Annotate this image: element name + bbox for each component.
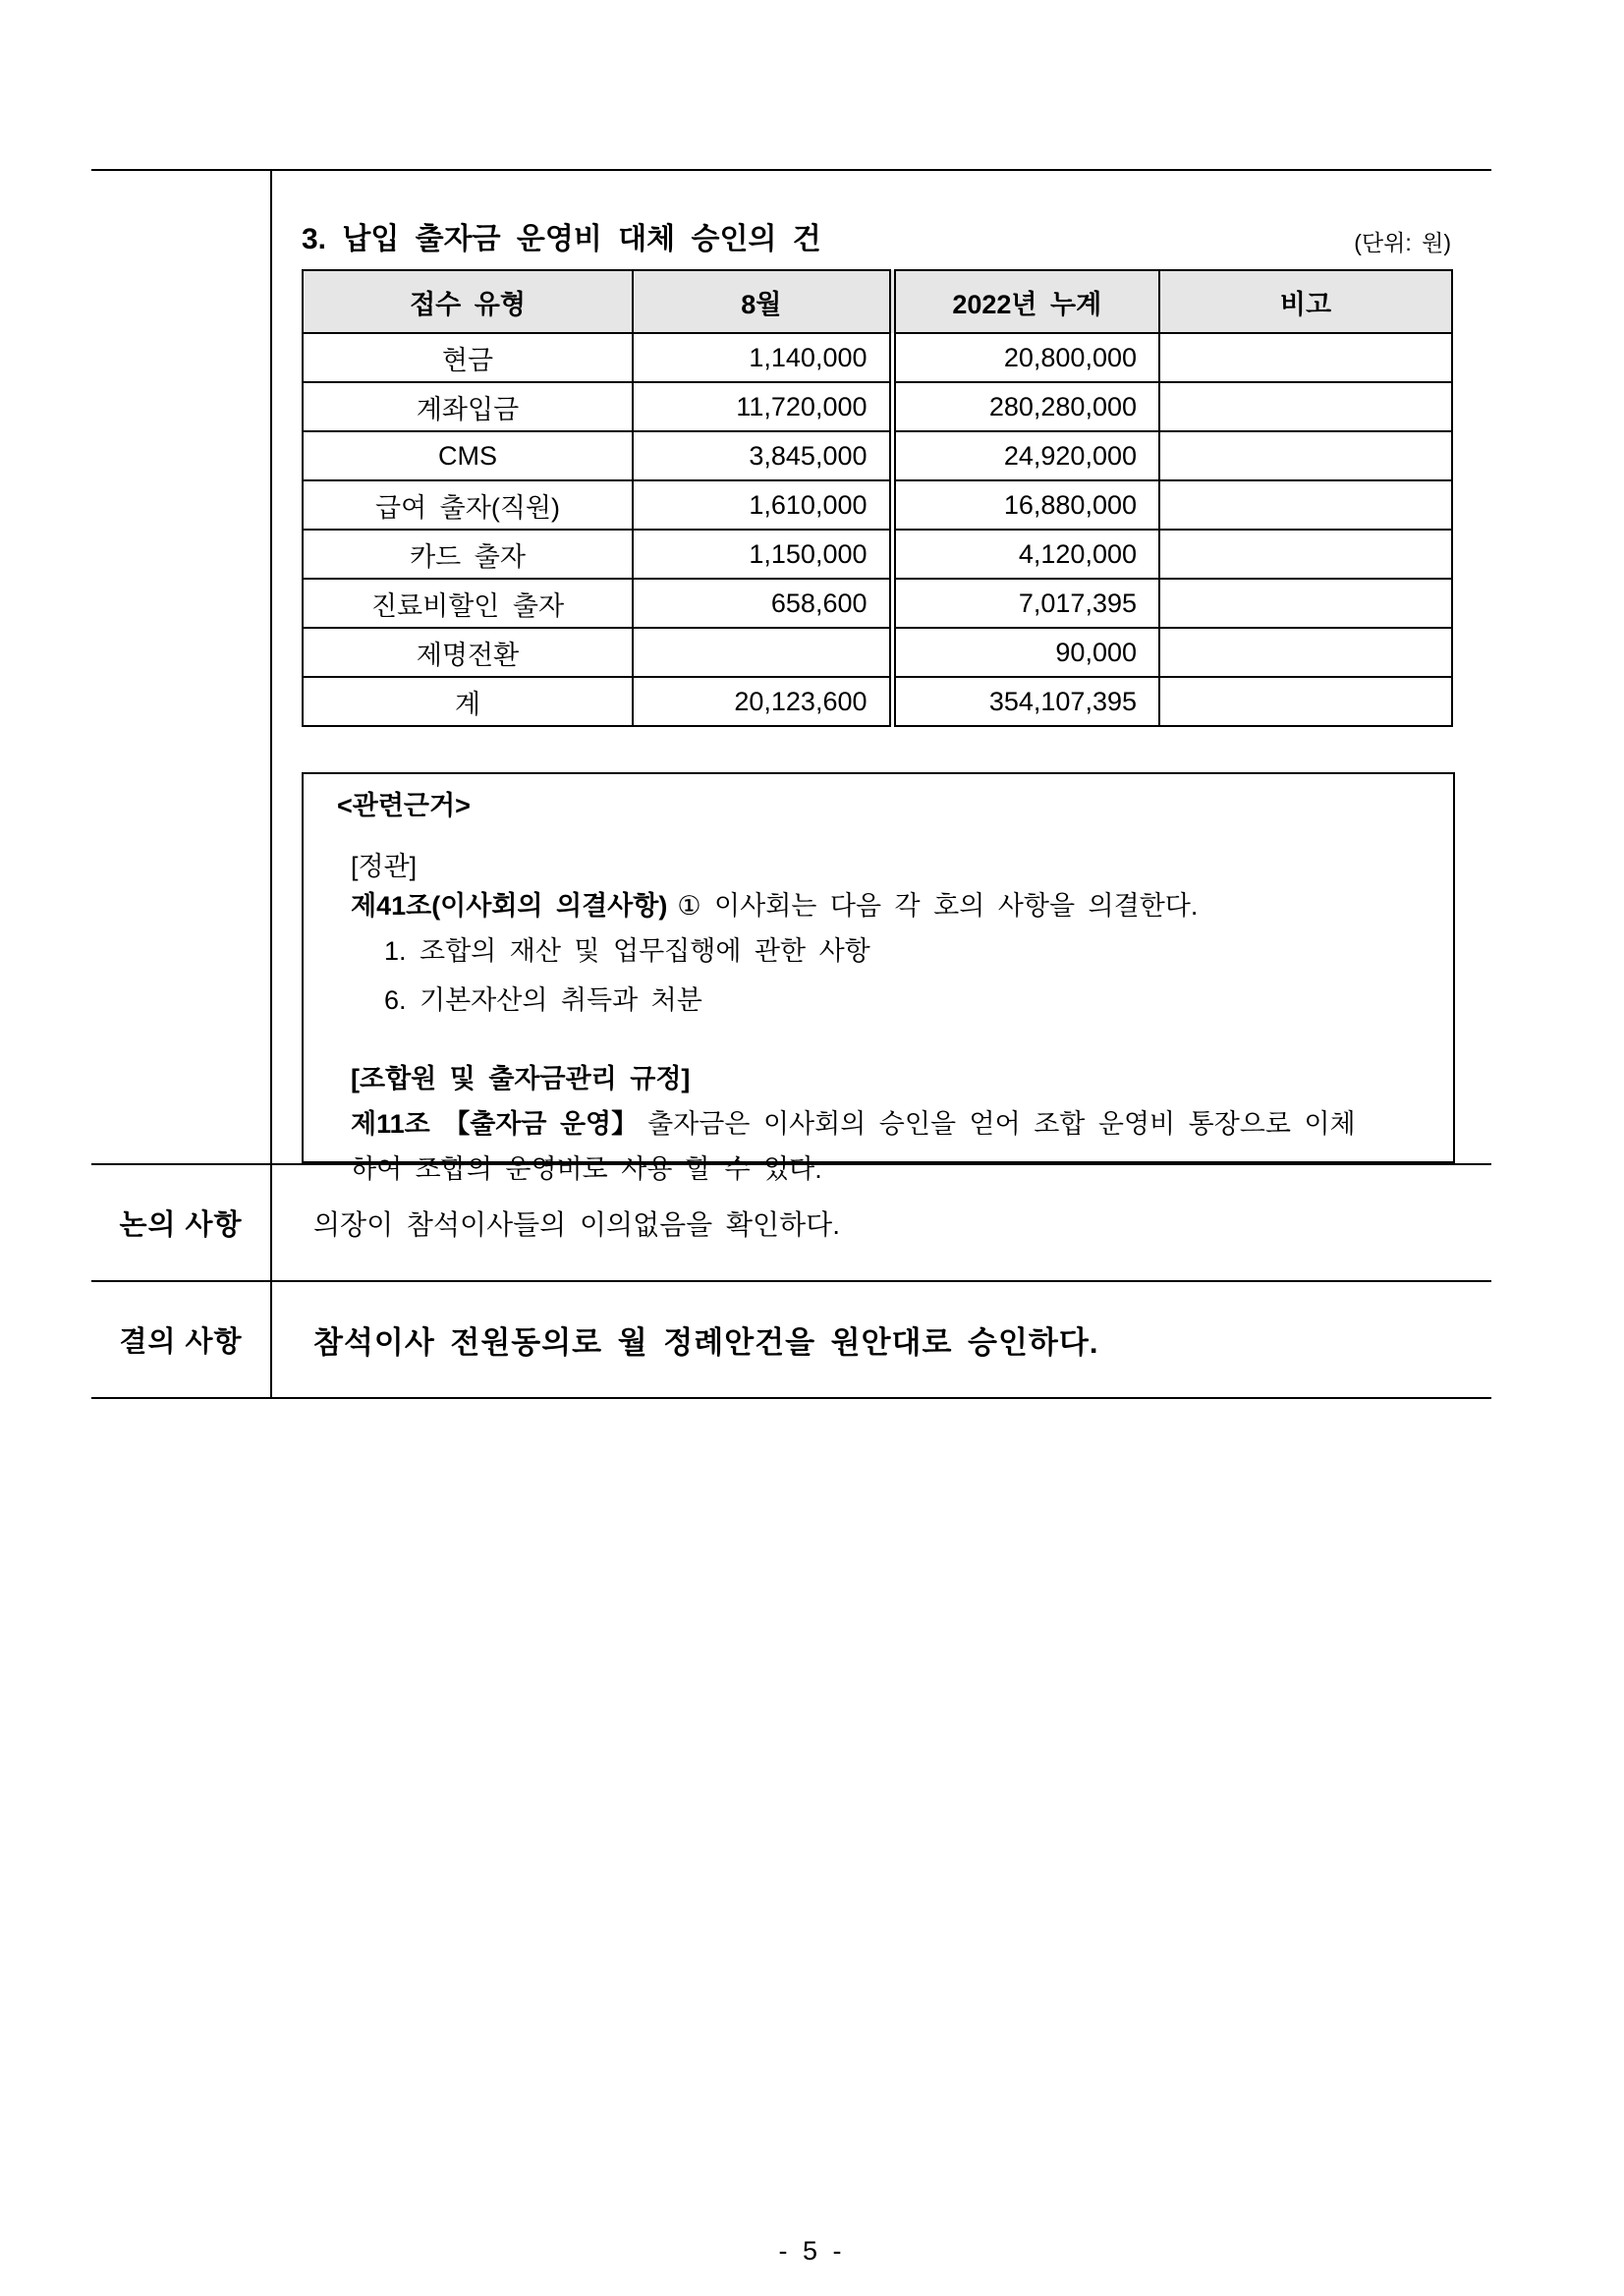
table-row — [303, 431, 1452, 480]
cell-cumulative: 354,107,395 — [892, 677, 1159, 726]
articles-of-association-label: [정관] — [351, 852, 418, 881]
cell-receipt-type: 계좌입금 — [303, 382, 633, 431]
cell-august: 20,123,600 — [633, 677, 892, 726]
cell-receipt-type: 계 — [303, 677, 633, 726]
cell-receipt-type: 제명전환 — [303, 628, 633, 677]
discussion-cell — [272, 1165, 1491, 1280]
header-2022-cumulative: 2022년 누계 — [892, 270, 1159, 333]
cell-cumulative: 4,120,000 — [892, 530, 1159, 579]
agenda-title: 3. 납입 출자금 운영비 대체 승인의 건 — [302, 223, 821, 255]
minutes-outer-table — [91, 169, 1491, 1399]
article-41-text: ① 이사회는 다음 각 호의 사항을 의결한다. — [677, 891, 1199, 921]
contribution-table-body — [303, 333, 1452, 726]
discussion-row — [91, 1165, 1491, 1282]
resolution-label: 결의 사항 — [91, 1282, 272, 1397]
resolution-cell — [272, 1282, 1491, 1397]
header-row — [303, 270, 1452, 333]
cell-august: 1,140,000 — [633, 333, 892, 382]
table-row — [303, 382, 1452, 431]
cell-cumulative: 7,017,395 — [892, 579, 1159, 628]
reference-box — [302, 772, 1455, 1184]
unit-note: (단위: 원) — [1354, 230, 1451, 255]
cell-cumulative: 20,800,000 — [892, 333, 1159, 382]
cell-august: 3,845,000 — [633, 431, 892, 480]
article-41-line — [351, 889, 1429, 923]
article-11-title: 제11조 【출자금 운영】 — [351, 1109, 639, 1139]
table-row — [303, 628, 1452, 677]
agenda-content — [272, 171, 1491, 1184]
cell-receipt-type: 카드 출자 — [303, 530, 633, 579]
page-number: - 5 - — [778, 2236, 846, 2266]
reference-heading: <관련근거> — [337, 791, 471, 820]
cell-note — [1159, 628, 1452, 677]
cell-receipt-type: 진료비할인 출자 — [303, 579, 633, 628]
contribution-table — [302, 269, 1453, 727]
cell-cumulative: 90,000 — [892, 628, 1159, 677]
agenda-row-label-empty — [91, 171, 272, 1163]
article-11-text: 출자금은 이사회의 승인을 얻어 조합 운영비 통장으로 이체 — [647, 1109, 1356, 1139]
resolution-content: 참석이사 전원동의로 월 정례안건을 원안대로 승인하다. — [313, 1325, 1099, 1360]
table-row — [303, 480, 1452, 530]
cell-receipt-type: 급여 출자(직원) — [303, 480, 633, 530]
discussion-label: 논의 사항 — [91, 1165, 272, 1280]
cell-receipt-type: CMS — [303, 431, 633, 480]
agenda-head — [302, 214, 1451, 257]
cell-note — [1159, 431, 1452, 480]
table-row — [303, 579, 1452, 628]
cell-note — [1159, 480, 1452, 530]
cell-note — [1159, 677, 1452, 726]
cell-august: 11,720,000 — [633, 382, 892, 431]
cell-cumulative: 16,880,000 — [892, 480, 1159, 530]
article-41-item-1: 1. 조합의 재산 및 업무집행에 관한 사항 — [384, 936, 870, 966]
cell-receipt-type: 현금 — [303, 333, 633, 382]
cell-note — [1159, 382, 1452, 431]
table-row — [303, 677, 1452, 726]
article-41-title: 제41조(이사회의 의결사항) — [351, 891, 668, 921]
article-11-line — [351, 1107, 1429, 1141]
article-11-text-line2: 하여 조합의 운영비로 사용 할 수 있다. — [351, 1154, 822, 1184]
cell-note — [1159, 333, 1452, 382]
cell-august: 1,610,000 — [633, 480, 892, 530]
header-note: 비고 — [1159, 270, 1452, 333]
cell-august: 658,600 — [633, 579, 892, 628]
cell-note — [1159, 579, 1452, 628]
resolution-row — [91, 1282, 1491, 1399]
cell-august — [633, 628, 892, 677]
header-receipt-type: 접수 유형 — [303, 270, 633, 333]
cell-note — [1159, 530, 1452, 579]
header-august: 8월 — [633, 270, 892, 333]
cell-august: 1,150,000 — [633, 530, 892, 579]
table-row — [303, 530, 1452, 579]
table-row — [303, 333, 1452, 382]
cell-cumulative: 280,280,000 — [892, 382, 1159, 431]
contribution-table-head — [303, 270, 1452, 333]
cell-cumulative: 24,920,000 — [892, 431, 1159, 480]
discussion-content: 의장이 참석이사들의 이의없음을 확인하다. — [313, 1208, 840, 1240]
article-41-item-6: 6. 기본자산의 취득과 처분 — [384, 985, 702, 1015]
regulation-label: [조합원 및 출자금관리 규정] — [351, 1064, 691, 1093]
agenda-row — [91, 171, 1491, 1184]
